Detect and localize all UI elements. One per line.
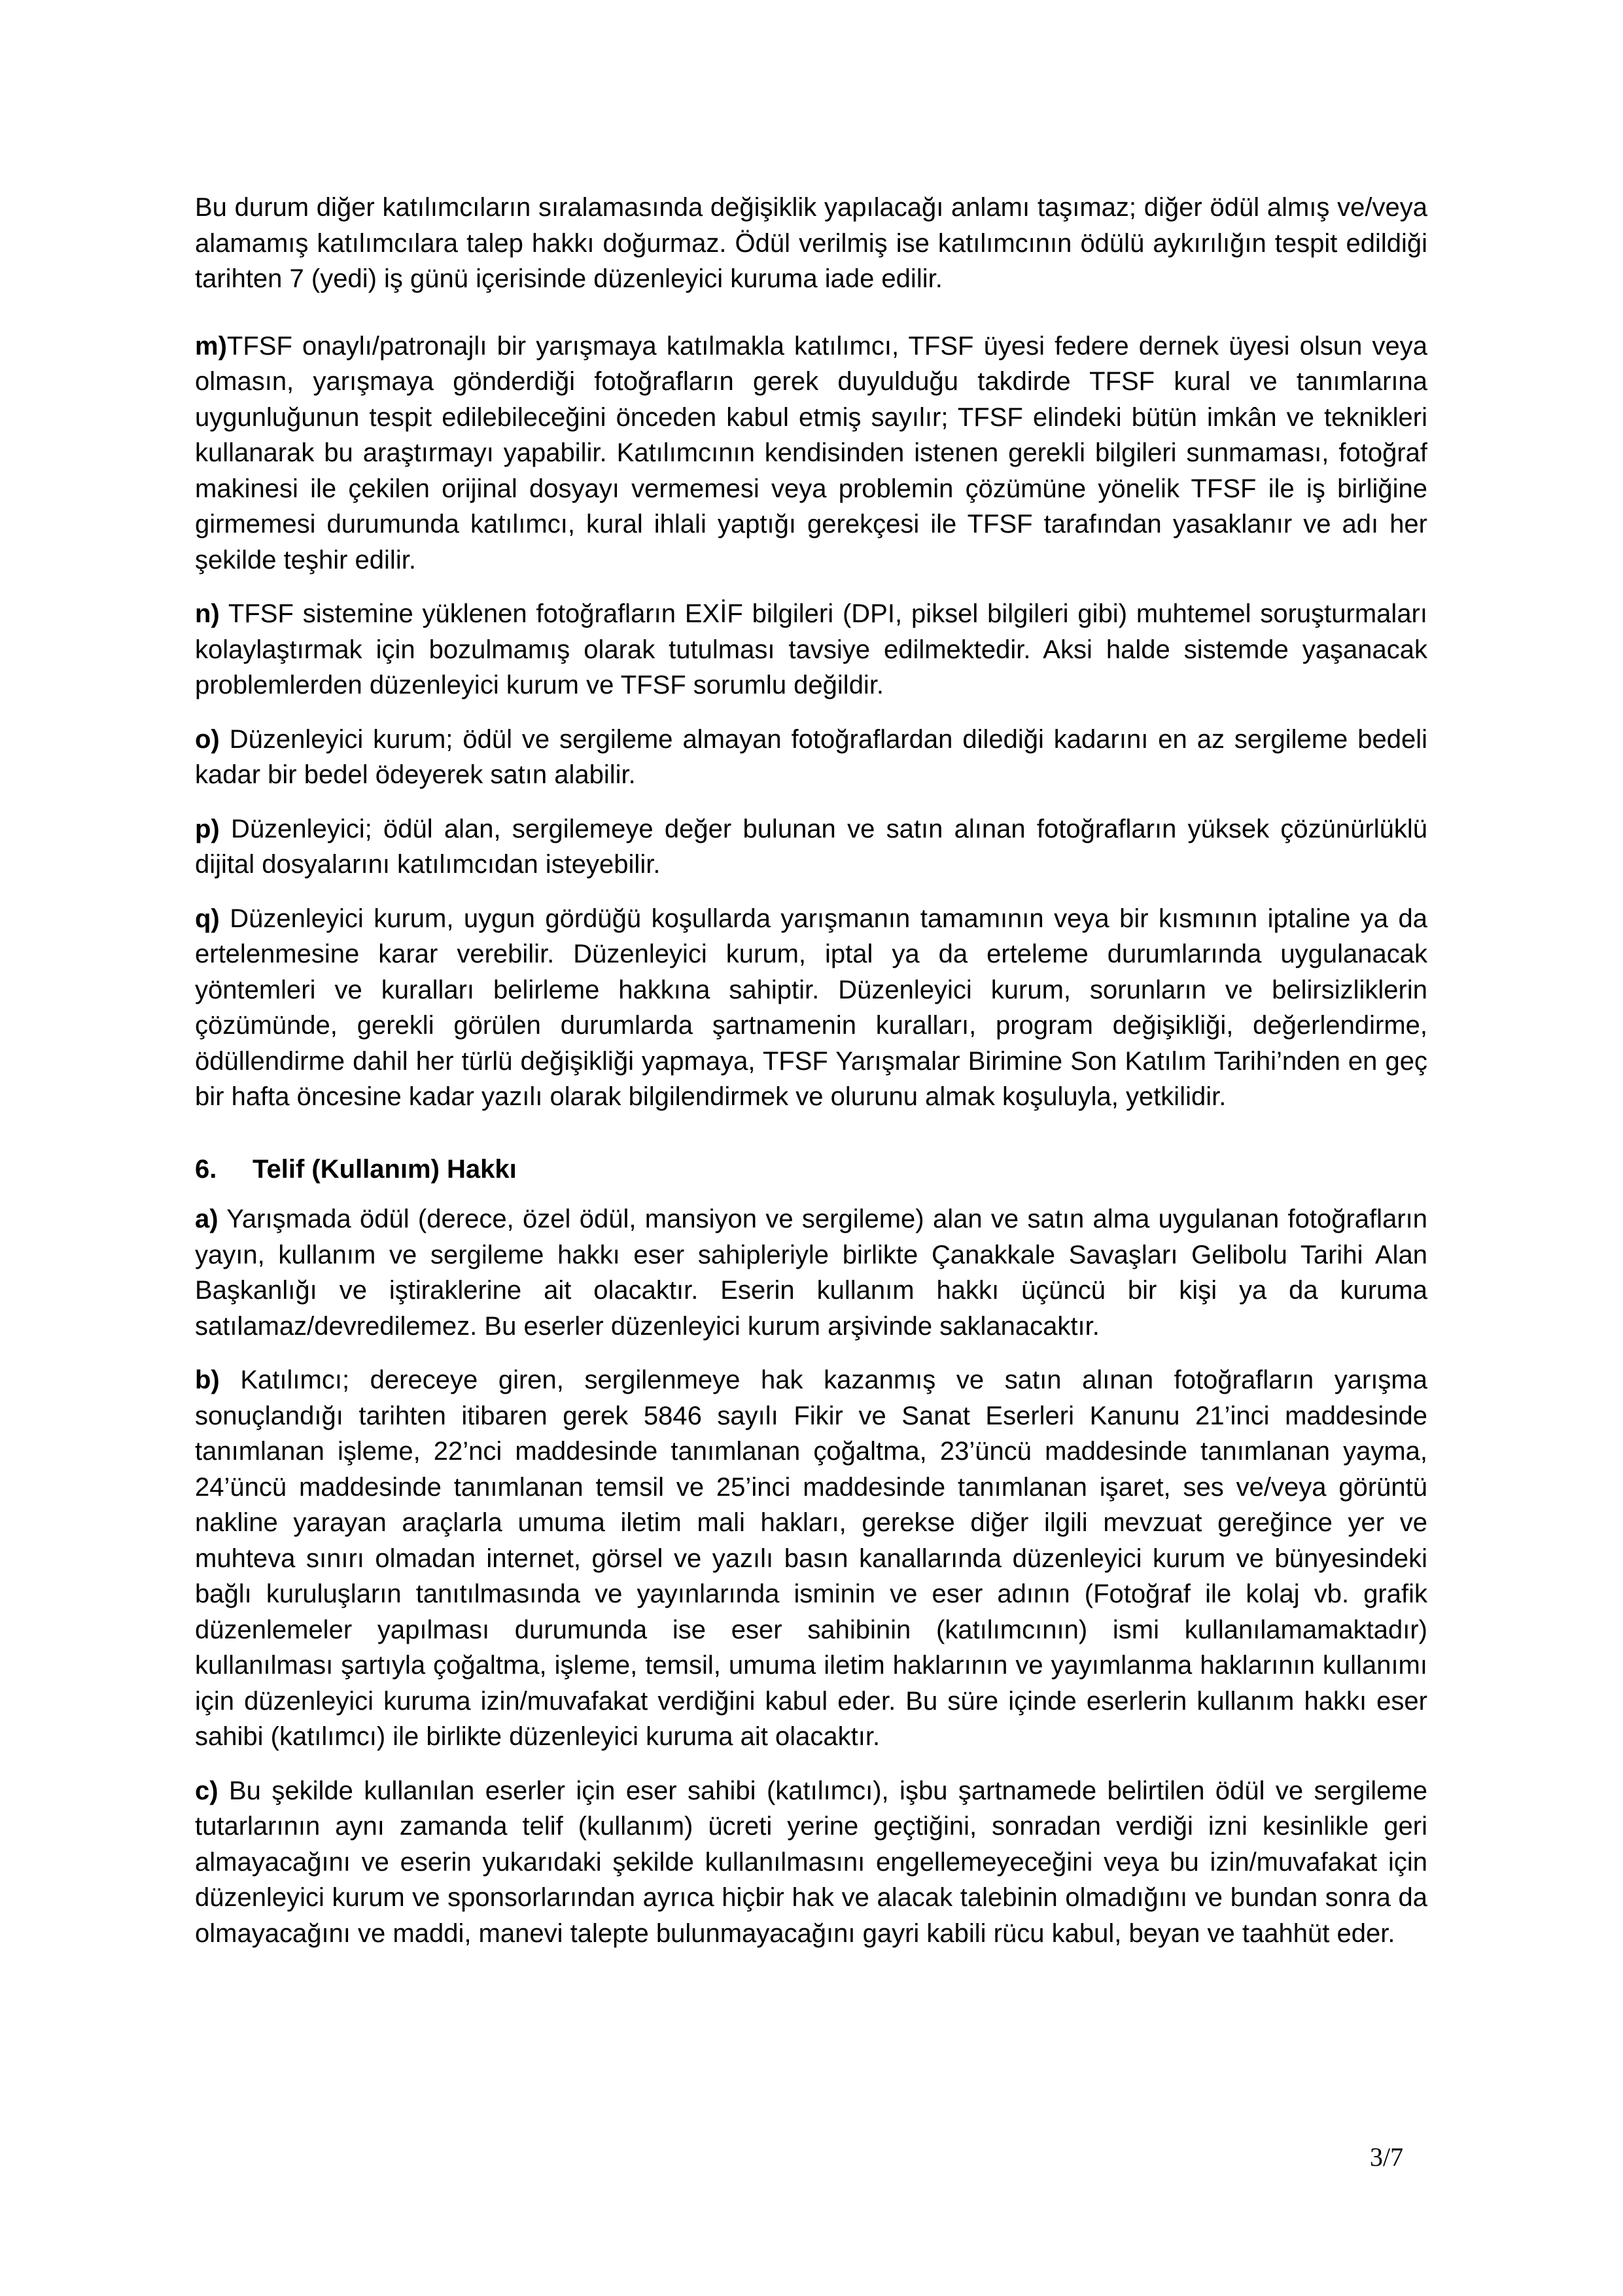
clause-o [195, 722, 1427, 793]
page-number: 3/7 [1370, 2142, 1404, 2172]
clause-b [195, 1362, 1427, 1755]
section-title: Telif (Kullanım) Hakkı [253, 1154, 517, 1184]
document-page [195, 190, 1427, 1951]
intro-paragraph: Bu durum diğer katılımcıların sıralamasında değişiklik yapılacağı anlamı taşımaz; diğer ödül almış ve/veya alamamış katılımcılara talep hakkı doğurmaz. Ödül verilmiş ise katılımcının ödülü aykırılığın tespit edildiği tarihten 7 (yedi) iş günü içerisinde düzenleyici kuruma iade edilir. [195, 193, 1427, 293]
clause-label: n) [195, 599, 220, 628]
clause-p [195, 811, 1427, 883]
clause-text: Düzenleyici kurum; ödül ve sergileme almayan fotoğraflardan dilediği kadarını en az sergileme bedeli kadar bir bedel ödeyerek satın alabilir. [195, 724, 1427, 789]
clause-text: Düzenleyici kurum, uygun gördüğü koşullarda yarışmanın tamamının veya bir kısmının iptaline ya da ertelenmesine karar verebilir. Düzenleyici kurum, iptal ya da erteleme durumlarında uygulanacak yöntemleri ve kuralları belirleme hakkına sahiptir. Düzenleyici kurum, sorunların ve belirsizliklerin çözümünde, gerekli görülen durumlarda şartnamenin kuralları, program değişikliği, değerlendirme, ödüllendirme dahil her türlü değişikliği yapmaya, TFSF Yarışmalar Birimine Son Katılım Tarihi’nden en geç bir hafta öncesine kadar yazılı olarak bilgilendirmek ve olurunu almak koşuluyla, yetkilidir. [195, 904, 1427, 1111]
clause-c [195, 1773, 1427, 1952]
clause-m [195, 328, 1427, 578]
clause-text: Katılımcı; dereceye giren, sergilenmeye hak kazanmış ve satın alınan fotoğrafların yarışma sonuçlandığı tarihten itibaren gerek 5846 sayılı Fikir ve Sanat Eserleri Kanunu 21’inci maddesinde tanımlanan işleme, 22’nci maddesinde tanımlanan çoğaltma, 23’üncü maddesinde tanımlanan yayma, 24’üncü maddesinde tanımlanan temsil ve 25’inci maddesinde tanımlanan işaret, ses ve/veya görüntü nakline yarayan araçlarla umuma iletim mali hakları, gerekse diğer ilgili mevzuat gereğince yer ve muhteva sınırı olmadan internet, görsel ve yazılı basın kanallarında düzenleyici kurum ve bünyesindeki bağlı kuruluşların tanıtılmasında ve yayınlarında isminin ve eser adının (Fotoğraf ile kolaj vb. grafik düzenlemeler yapılması durumunda ise eser sahibinin (katılımcının) ismi kullanılamamaktadır) kullanılması şartıyla çoğaltma, işleme, temsil, umuma iletim haklarının ve yayımlanma haklarının kullanımı için düzenleyici kuruma izin/muvafakat verdiğini kabul eder. Bu süre içinde eserlerin kullanım hakkı eser sahibi (katılımcı) ile birlikte düzenleyici kuruma ait olacaktır. [195, 1366, 1427, 1751]
clause-label: c) [195, 1776, 218, 1805]
clause-label: p) [195, 814, 220, 843]
clause-text: Yarışmada ödül (derece, özel ödül, mansiyon ve sergileme) alan ve satın alma uygulanan fotoğrafların yayın, kullanım ve sergileme hakkı eser sahipleriyle birlikte Çanakkale Savaşları Gelibolu Tarihi Alan Başkanlığı ve iştiraklerine ait olacaktır. Eserin kullanım hakkı üçüncü bir kişi ya da kuruma satılamaz/devredilemez. Bu eserler düzenleyici kurum arşivinde saklanacaktır. [195, 1205, 1427, 1341]
clause-label: m) [195, 331, 227, 361]
clause-q [195, 901, 1427, 1115]
clause-label: a) [195, 1205, 218, 1233]
clause-n [195, 596, 1427, 703]
clause-text: Bu şekilde kullanılan eserler için eser sahibi (katılımcı), işbu şartnamede belirtilen ödül ve sergileme tutarlarının aynı zamanda telif (kullanım) ücreti yerine geçtiğini, sonradan verdiği izni kesinlikle geri almayacağını ve eserin yukarıdaki şekilde kullanılmasını engellemeyeceğini veya bu izin/muvafakat için düzenleyici kurum ve sponsorlarından ayrıca hiçbir hak ve alacak talebinin olmadığını ve bundan sonra da olmayacağını ve maddi, manevi talepte bulunmayacağını gayri kabili rücu kabul, beyan ve taahhüt eder. [195, 1776, 1427, 1948]
section-number: 6. [195, 1154, 217, 1184]
clause-text: TFSF sistemine yüklenen fotoğrafların EXİF bilgileri (DPI, piksel bilgileri gibi) muhtemel soruşturmaları kolaylaştırmak için bozulmamış olarak tutulması tavsiye edilmektedir. Aksi halde sistemde yaşanacak problemlerden düzenleyici kurum ve TFSF sorumlu değildir. [195, 599, 1427, 699]
clause-label: q) [195, 904, 220, 933]
clause-label: b) [195, 1366, 220, 1394]
clause-a [195, 1201, 1427, 1344]
clause-text: Düzenleyici; ödül alan, sergilemeye değer bulunan ve satın alınan fotoğrafların yüksek çözünürlüklü dijital dosyalarını katılımcıdan isteyebilir. [195, 814, 1427, 879]
clause-text: TFSF onaylı/patronajlı bir yarışmaya katılmakla katılımcı, TFSF üyesi federe dernek üyesi olsun veya olmasın, yarışmaya gönderdiği fotoğrafların gerek duyulduğu takdirde TFSF kural ve tanımlarına uygunluğunun tespit edilebileceğini önceden kabul etmiş sayılır; TFSF elindeki bütün imkân ve teknikleri kullanarak bu araştırmayı yapabilir. Katılımcının kendisinden istenen gerekli bilgileri sunmaması, fotoğraf makinesi ile çekilen orijinal dosyayı vermemesi veya problemin çözümüne yönelik TFSF ile iş birliğine girmemesi durumunda katılımcı, kural ihlali yaptığı gerekçesi ile TFSF tarafından yasaklanır ve adı her şekilde teşhir edilir. [195, 331, 1427, 574]
section-heading [195, 1152, 1427, 1188]
clause-label: o) [195, 724, 220, 754]
